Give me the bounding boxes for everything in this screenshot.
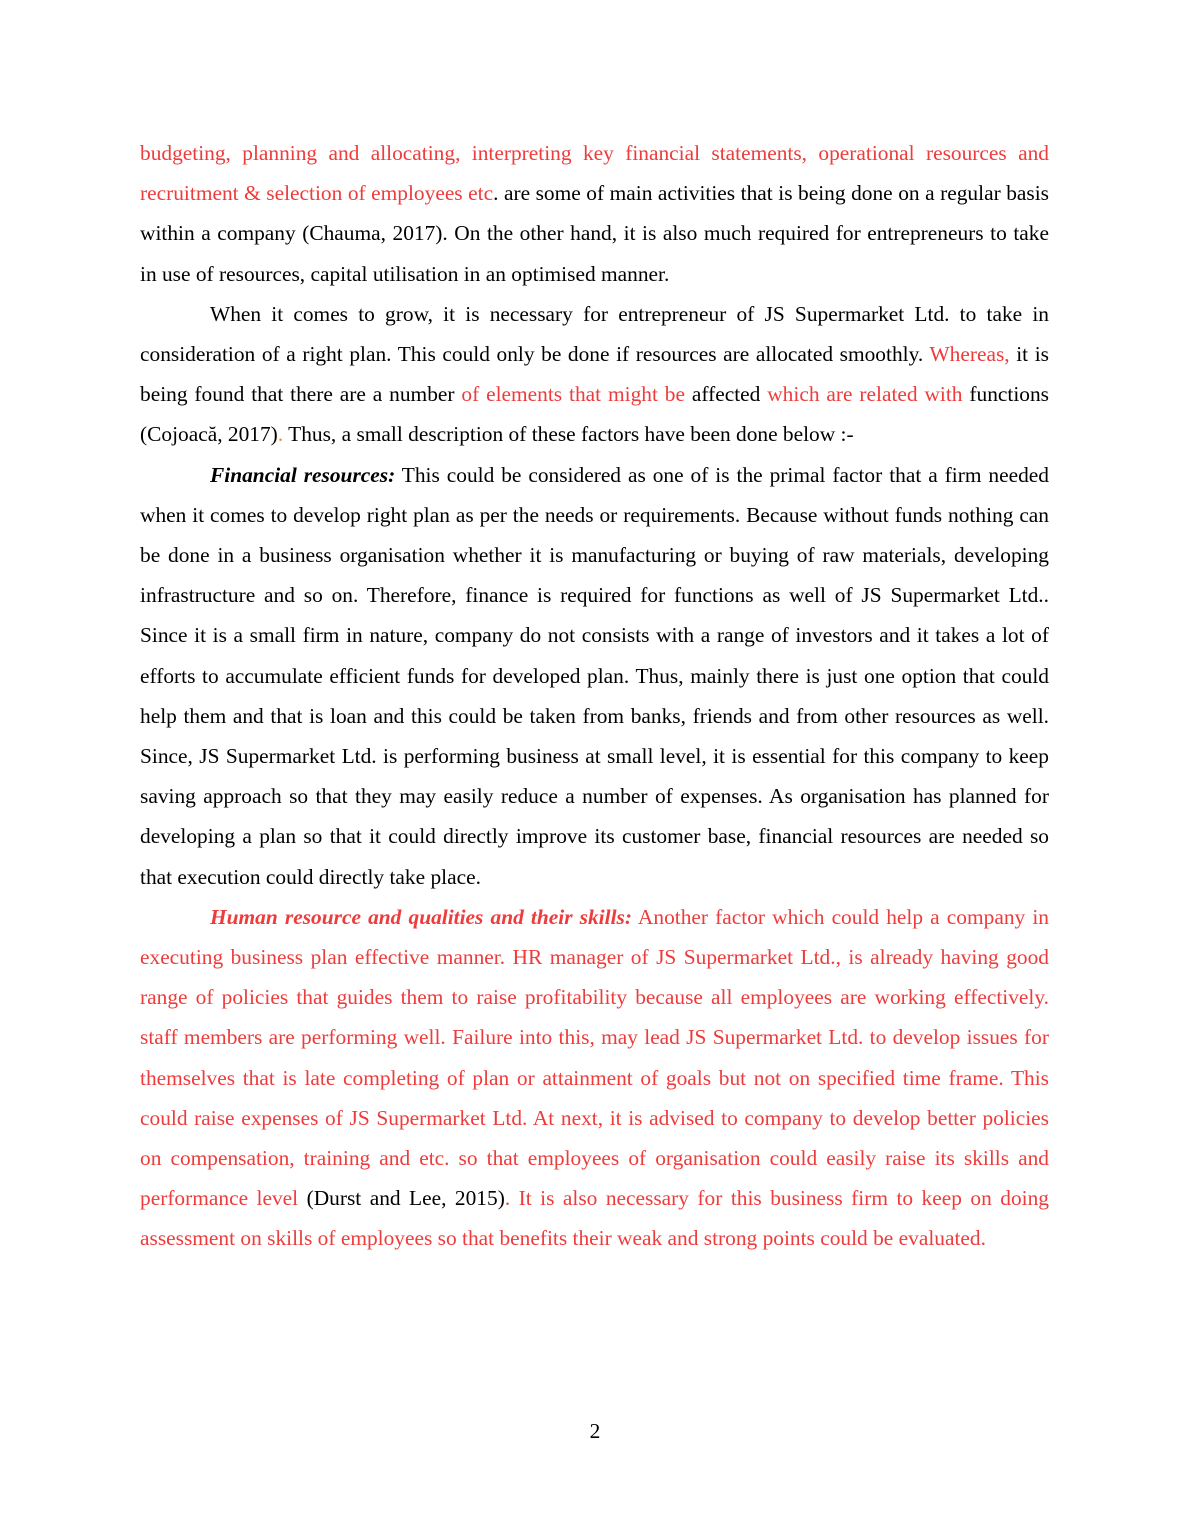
body-text-run: Thus, a small description of these factors have been done below :-	[283, 422, 854, 447]
financial-resources-heading: Financial resources:	[210, 462, 396, 487]
paragraph-growth	[140, 294, 1049, 455]
highlighted-text-run: Whereas,	[929, 342, 1010, 367]
paragraph-activities	[140, 133, 1049, 294]
citation-cojoaca: functions (Cojoacă, 2017)	[140, 382, 1049, 447]
highlighted-activities-text: budgeting, planning and allocating, interpreting key financial statements, operational resources and recruitment & selection of employees etc	[140, 141, 1049, 206]
highlighted-text-run: Another factor which could help a company in executing business plan effective manner. HR manager of JS Supermarket Ltd., is already having good range of policies that guides them to raise profitability because all employees are working effectively. staff members are performing well. Failure into this, may lead JS Supermarket Ltd. to develop issues for themselves that is late completing of plan or attainment of goals but not on specified time frame. This could raise expenses of JS Supermarket Ltd. At next, it is advised to company to develop better policies on compensation, training and etc. so that employees of organisation could easily raise its skills and performance level	[140, 904, 1049, 1211]
highlighted-period: .	[277, 422, 284, 447]
highlighted-text-run: which are related with	[767, 382, 963, 407]
paragraph-financial-resources	[140, 455, 1049, 897]
document-body	[140, 133, 1049, 1259]
citation-durst-lee: (Durst and Lee, 2015)	[298, 1186, 505, 1211]
body-text-run: affected	[684, 382, 768, 407]
body-text-run: . are some of main activities that is being done on a regular basis within a company (Chauma, 2017). On the other hand, it is also much required for entrepreneurs to take in use of resources, capital utilisation in an optimised manner.	[140, 181, 1049, 286]
body-text-run: When it comes to grow, it is necessary for entrepreneur of JS Supermarket Ltd. to take in consideration of a right plan. This could only be done if resources are allocated smoothly.	[140, 301, 1049, 367]
human-resource-heading: Human resource and qualities and their skills:	[210, 904, 632, 929]
highlighted-text-run: of elements that might be	[461, 382, 685, 407]
page-number: 2	[589, 1419, 601, 1443]
body-text-run: it is being found that there are a number	[140, 342, 1049, 407]
paragraph-human-resource	[140, 897, 1049, 1259]
body-text-run: This could be considered as one of is the primal factor that a firm needed when it comes to develop right plan as per the needs or requirements. Because without funds nothing can be done in a business organisation whether it is manufacturing or buying of raw materials, developing infrastructure and so on. Therefore, finance is required for functions as well of JS Supermarket Ltd.. Since it is a small firm in nature, company do not consists with a range of investors and it takes a lot of efforts to accumulate efficient funds for developed plan. Thus, mainly there is just one option that could help them and that is loan and this could be taken from banks, friends and from other resources as well. Since, JS Supermarket Ltd. is performing business at small level, it is essential for this company to keep saving approach so that they may easily reduce a number of expenses. As organisation has planned for developing a plan so that it could directly improve its customer base, financial resources are needed so that execution could directly take place.	[140, 462, 1049, 889]
highlighted-text-run: . It is also necessary for this business firm to keep on doing assessment on skills of employees so that benefits their weak and strong points could be evaluated.	[140, 1186, 1049, 1251]
